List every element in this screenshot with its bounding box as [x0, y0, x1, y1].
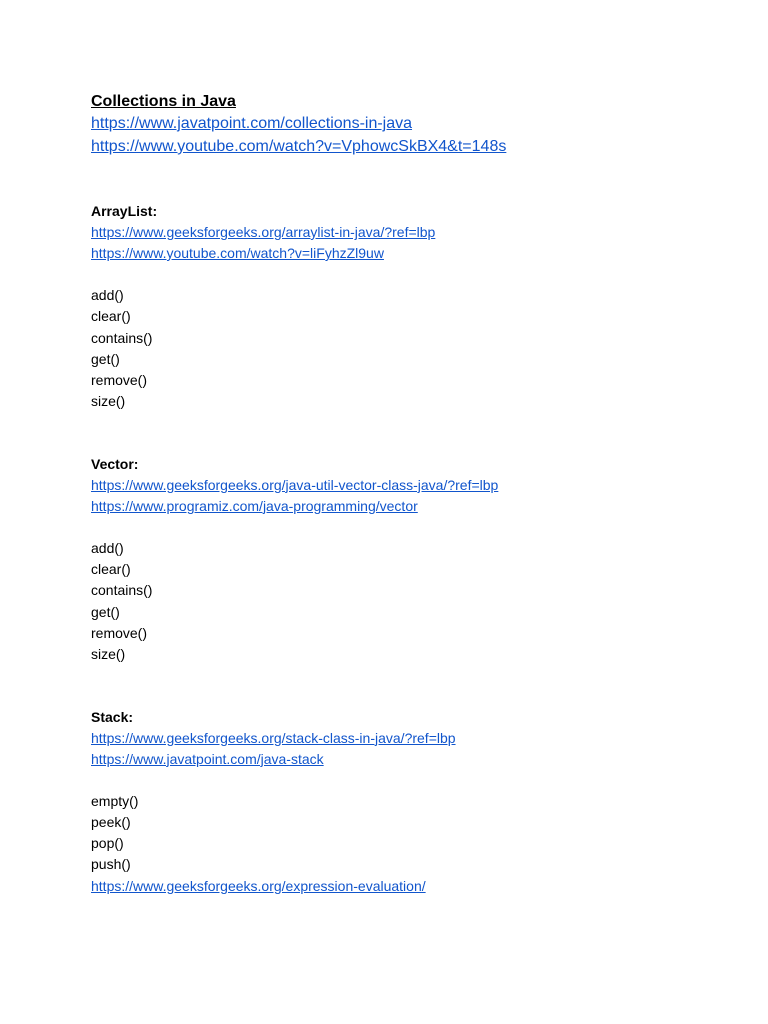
method-item: clear() [91, 308, 131, 325]
stack-link-javatpoint[interactable]: https://www.javatpoint.com/java-stack [91, 750, 324, 767]
stack-link-geeksforgeeks[interactable]: https://www.geeksforgeeks.org/stack-class-in-java/?ref=lbp [91, 729, 456, 746]
method-item: pop() [91, 835, 124, 852]
method-item: add() [91, 287, 124, 303]
method-item: remove() [91, 372, 148, 389]
section-arraylist [91, 201, 731, 413]
method-item: push() [91, 856, 131, 873]
vector-link-programiz[interactable]: https://www.programiz.com/java-programming/vector [91, 497, 418, 514]
spacer [91, 413, 731, 454]
method-item: contains() [91, 582, 153, 599]
section-heading-arraylist: ArrayList: [91, 203, 158, 219]
method-item: add() [91, 539, 124, 556]
spacer [91, 264, 731, 285]
section-heading-vector: Vector: [91, 455, 139, 472]
method-item: contains() [91, 329, 153, 346]
document-title: Collections in Java [91, 93, 236, 110]
spacer [91, 770, 731, 791]
method-item: size() [91, 646, 126, 663]
method-item: size() [91, 393, 126, 410]
method-item: empty() [91, 792, 139, 809]
intro-link-youtube[interactable]: https://www.youtube.com/watch?v=VphowcSkBX4&t=148s [91, 138, 507, 155]
stack-link-expression-evaluation[interactable]: https://www.geeksforgeeks.org/expression-evaluation/ [91, 877, 426, 894]
method-item: clear() [91, 561, 131, 578]
section-heading-stack: Stack: [91, 708, 134, 725]
method-item: peek() [91, 813, 131, 830]
spacer [91, 517, 731, 538]
spacer [91, 666, 731, 707]
document-body [91, 92, 731, 897]
arraylist-link-youtube[interactable]: https://www.youtube.com/watch?v=liFyhzZl9uw [91, 245, 384, 261]
vector-link-geeksforgeeks[interactable]: https://www.geeksforgeeks.org/java-util-vector-class-java/?ref=lbp [91, 476, 499, 493]
method-item: get() [91, 603, 120, 620]
intro-link-javatpoint[interactable]: https://www.javatpoint.com/collections-in-java [91, 115, 413, 132]
arraylist-link-geeksforgeeks[interactable]: https://www.geeksforgeeks.org/arraylist-in-java/?ref=lbp [91, 224, 436, 240]
method-item: get() [91, 350, 120, 367]
method-item: remove() [91, 624, 148, 641]
spacer [91, 158, 731, 201]
section-stack [91, 707, 731, 897]
section-vector [91, 454, 731, 666]
